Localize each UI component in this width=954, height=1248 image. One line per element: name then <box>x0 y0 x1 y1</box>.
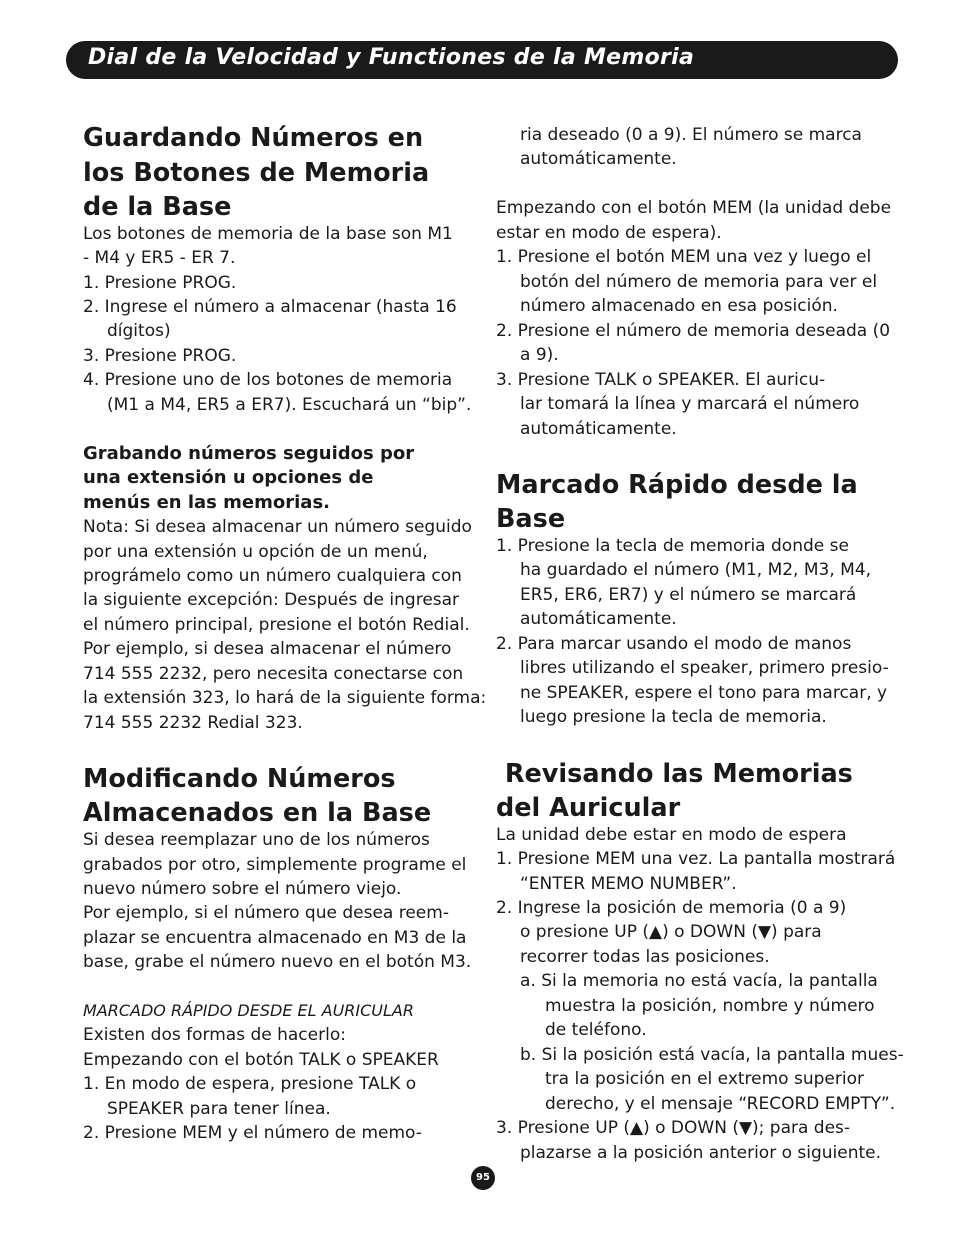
list-item-cont: automáticamente. <box>520 149 677 169</box>
body-line: grabados por otro, simplemente programe el <box>83 855 467 875</box>
heading-guardando-2: los Botones de Memoria <box>83 158 430 188</box>
list-item: 2. Presione el número de memoria deseada (0 <box>496 321 891 341</box>
body-line: La unidad debe estar en modo de espera <box>496 825 847 845</box>
list-item: 1. Presione MEM una vez. La pantalla mostrará <box>496 849 896 869</box>
subheading-grabando-3: menús en las memorias. <box>83 492 330 513</box>
section-header-banner <box>66 41 898 79</box>
heading-revisando-2: del Auricular <box>496 793 681 823</box>
list-item-cont: automáticamente. <box>520 609 677 629</box>
body-line: el número principal, presione el botón Redial. <box>83 615 470 635</box>
list-item-cont: ER5, ER6, ER7) y el número se marcará <box>520 585 857 605</box>
body-line: Si desea reemplazar uno de los números <box>83 830 430 850</box>
body-line: 714 555 2232, pero necesita conectarse con <box>83 664 464 684</box>
list-item: 2. Ingrese el número a almacenar (hasta 16 <box>83 297 457 317</box>
heading-marcado-base-2: Base <box>496 504 566 534</box>
list-item-cont: ne SPEAKER, espere el tono para marcar, y <box>520 683 888 703</box>
sub-list-item-cont: muestra la posición, nombre y número <box>545 996 875 1016</box>
sub-list-item: b. Si la posición está vacía, la pantalla mues- <box>520 1045 904 1065</box>
body-line: 714 555 2232 Redial 323. <box>83 713 303 733</box>
sub-list-item: a. Si la memoria no está vacía, la pantalla <box>520 971 878 991</box>
body-line: Empezando con el botón MEM (la unidad debe <box>496 198 892 218</box>
subheading-grabando-2: una extensión u opciones de <box>83 467 374 488</box>
heading-marcado-base-1: Marcado Rápido desde la <box>496 470 858 500</box>
list-item-cont: “ENTER MEMO NUMBER”. <box>520 874 737 894</box>
body-line: plazar se encuentra almacenado en M3 de la <box>83 928 467 948</box>
sub-list-item-cont: derecho, y el mensaje “RECORD EMPTY”. <box>545 1094 896 1114</box>
body-line: por una extensión u opción de un menú, <box>83 542 428 562</box>
sub-list-item-cont: tra la posición en el extremo superior <box>545 1069 864 1089</box>
subheading-grabando-1: Grabando números seguidos por <box>83 443 415 464</box>
body-line: prográmelo como un número cualquiera con <box>83 566 462 586</box>
heading-guardando-1: Guardando Números en <box>83 123 424 153</box>
body-line: Los botones de memoria de la base son M1 <box>83 224 453 244</box>
list-item-cont: plazarse a la posición anterior o siguiente. <box>520 1143 882 1163</box>
list-item-cont: SPEAKER para tener línea. <box>107 1099 331 1119</box>
list-item: 1. Presione la tecla de memoria donde se <box>496 536 849 556</box>
list-item-cont: recorrer todas las posiciones. <box>520 947 770 967</box>
list-item: 1. Presione el botón MEM una vez y luego el <box>496 247 872 267</box>
italic-subheading-marcado-auricular: MARCADO RÁPIDO DESDE EL AURICULAR <box>83 1001 414 1020</box>
body-line: Empezando con el botón TALK o SPEAKER <box>83 1050 439 1070</box>
body-line: Por ejemplo, si el número que desea reem- <box>83 903 449 923</box>
body-line: base, grabe el número nuevo en el botón M3. <box>83 952 472 972</box>
list-item-cont: botón del número de memoria para ver el <box>520 272 878 292</box>
list-item: 2. Presione MEM y el número de memo- <box>83 1123 422 1143</box>
section-header-title: Dial de la Velocidad y Functiones de la Memoria <box>88 45 695 70</box>
list-item-cont: libres utilizando el speaker, primero presio- <box>520 658 889 678</box>
body-line: estar en modo de espera). <box>496 223 722 243</box>
list-item: 4. Presione uno de los botones de memoria <box>83 370 453 390</box>
list-item-cont: número almacenado en esa posición. <box>520 296 838 316</box>
body-line: la extensión 323, lo hará de la siguiente forma: <box>83 688 487 708</box>
list-item-cont: lar tomará la línea y marcará el número <box>520 394 860 414</box>
body-line: la siguiente excepción: Después de ingresar <box>83 590 460 610</box>
body-line: Por ejemplo, si desea almacenar el número <box>83 639 452 659</box>
page-number: 95 <box>471 1166 495 1190</box>
list-item-cont: (M1 a M4, ER5 a ER7). Escuchará un “bip”. <box>107 395 472 415</box>
list-item: 3. Presione PROG. <box>83 346 237 366</box>
sub-list-item-cont: de teléfono. <box>545 1020 647 1040</box>
list-item: 2. Ingrese la posición de memoria (0 a 9) <box>496 898 847 918</box>
list-item-cont: automáticamente. <box>520 419 677 439</box>
list-item-cont: ria deseado (0 a 9). El número se marca <box>520 125 862 145</box>
list-item: 1. Presione PROG. <box>83 273 237 293</box>
list-item-cont: luego presione la tecla de memoria. <box>520 707 827 727</box>
list-item: 1. En modo de espera, presione TALK o <box>83 1074 417 1094</box>
list-item: 3. Presione UP (▲) o DOWN (▼); para des- <box>496 1118 851 1138</box>
list-item-cont: o presione UP (▲) o DOWN (▼) para <box>520 922 822 942</box>
list-item: 2. Para marcar usando el modo de manos <box>496 634 852 654</box>
body-line: Nota: Si desea almacenar un número seguido <box>83 517 472 537</box>
list-item: 3. Presione TALK o SPEAKER. El auricu- <box>496 370 826 390</box>
list-item-cont: dígitos) <box>107 321 171 341</box>
list-item-cont: a 9). <box>520 345 559 365</box>
heading-guardando-3: de la Base <box>83 192 232 222</box>
heading-modificando-1: Modificando Números <box>83 764 396 794</box>
body-line: Existen dos formas de hacerlo: <box>83 1025 346 1045</box>
heading-modificando-2: Almacenados en la Base <box>83 798 432 828</box>
body-line: - M4 y ER5 - ER 7. <box>83 248 236 268</box>
list-item-cont: ha guardado el número (M1, M2, M3, M4, <box>520 560 872 580</box>
heading-revisando-1: Revisando las Memorias <box>496 759 853 789</box>
body-line: nuevo número sobre el número viejo. <box>83 879 402 899</box>
